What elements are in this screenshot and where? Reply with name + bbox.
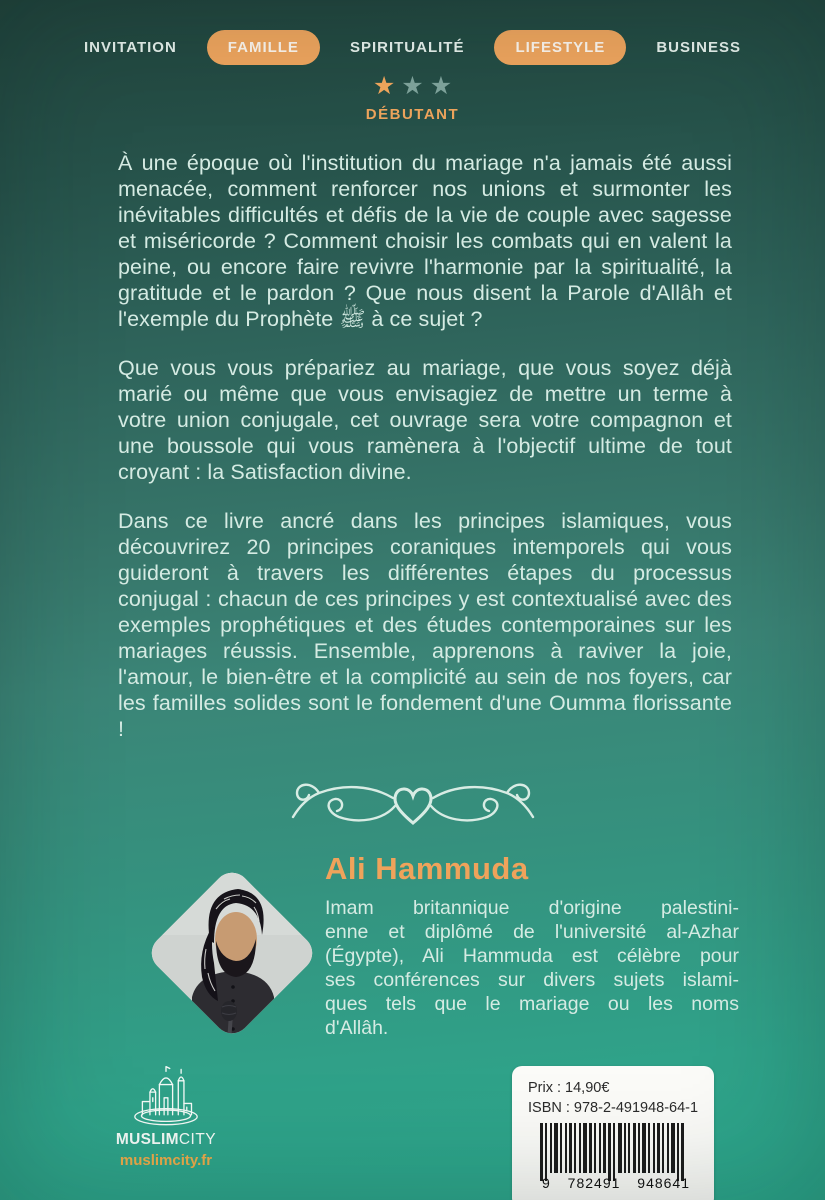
heart-flourish-icon [0, 776, 825, 836]
barcode-digits: 9 782491 948641 [542, 1175, 690, 1191]
price-box [512, 1066, 714, 1200]
category-tags-row [0, 30, 825, 65]
star-icon: ★ [372, 72, 396, 100]
tag-spiritualite: SPIRITUALITÉ [349, 39, 465, 56]
author-photo-image [144, 865, 319, 1040]
publisher-website: muslimcity.fr [119, 1151, 213, 1169]
tag-invitation: INVITATION [84, 39, 177, 56]
publisher-name-bold: MUSLIM [115, 1131, 179, 1148]
synopsis-paragraph: Que vous vous prépariez au mariage, que vous soyez déjà marié ou même que vous envisagiez de mettre un terme à votre union conjugale, cet ouvrage sera votre compagnon et une boussole qui vous ramènera à l'objectif ultime de tout croyant : la Satisfaction divine. [118, 356, 732, 484]
tag-lifestyle: LIFESTYLE [494, 30, 626, 65]
difficulty-stars [0, 74, 825, 99]
author-photo [144, 865, 319, 1040]
muslimcity-logo-icon [123, 1060, 209, 1128]
star-icon: ★ [401, 72, 424, 100]
barcode-bars [528, 1123, 704, 1181]
isbn-label: ISBN : 978-2-491948-64-1 [528, 1100, 699, 1116]
author-bio-line: (Égypte), Ali Hammuda est célèbre pour [325, 945, 739, 967]
synopsis [118, 150, 732, 742]
publisher-block [100, 1060, 232, 1169]
star-icon: ★ [429, 72, 453, 100]
author-bio-line: Imam britannique d'origine palestini- [325, 897, 739, 919]
author-bio [325, 896, 739, 1040]
author-bio-line: d'Allâh. [325, 1017, 389, 1039]
synopsis-paragraph: À une époque où l'institution du mariage n'a jamais été aussi menacée, comment renforcer nos unions et surmonter les inévitables difficultés et défis de la vie de couple avec sagesse et miséricorde ? Comment choisir les combats qui en valent la peine, ou encore faire revivre l'harmonie par la spiritualité, la gratitude et le pardon ? Que nous disent la Parole d'Allâh et l'exemple du Prophète ﷺ à ce sujet ? [118, 151, 732, 331]
price-label: Prix : 14,90€ [528, 1080, 610, 1096]
author-bio-line: ses conférences sur divers sujets islami- [325, 969, 739, 991]
author-name: Ali Hammuda [325, 851, 529, 886]
publisher-name-light: CITY [178, 1131, 217, 1148]
barcode-icon [528, 1123, 704, 1191]
author-bio-line: ques tels que le mariage ou les noms [325, 993, 739, 1015]
publisher-name [116, 1132, 216, 1148]
tag-famille: FAMILLE [207, 30, 320, 65]
difficulty-level [0, 74, 825, 123]
difficulty-label: DÉBUTANT [365, 106, 460, 123]
synopsis-paragraph: Dans ce livre ancré dans les principes islamiques, vous découvrirez 20 principes coraniques intemporels qui vous guideront à travers les différentes étapes du processus conjugal : chacun de ces principes y est contextualisé avec des exemples prophétiques et des études contemporaines sur les mariages réussis. Ensemble, apprenons à raviver la joie, l'amour, le bien-être et la complicité au sein de nos foyers, car les familles solides sont le fondement d'une Oumma florissante ! [118, 509, 732, 741]
author-bio-line: enne et diplômé de l'université al-Azhar [325, 921, 739, 943]
tag-business: BUSINESS [656, 39, 741, 56]
